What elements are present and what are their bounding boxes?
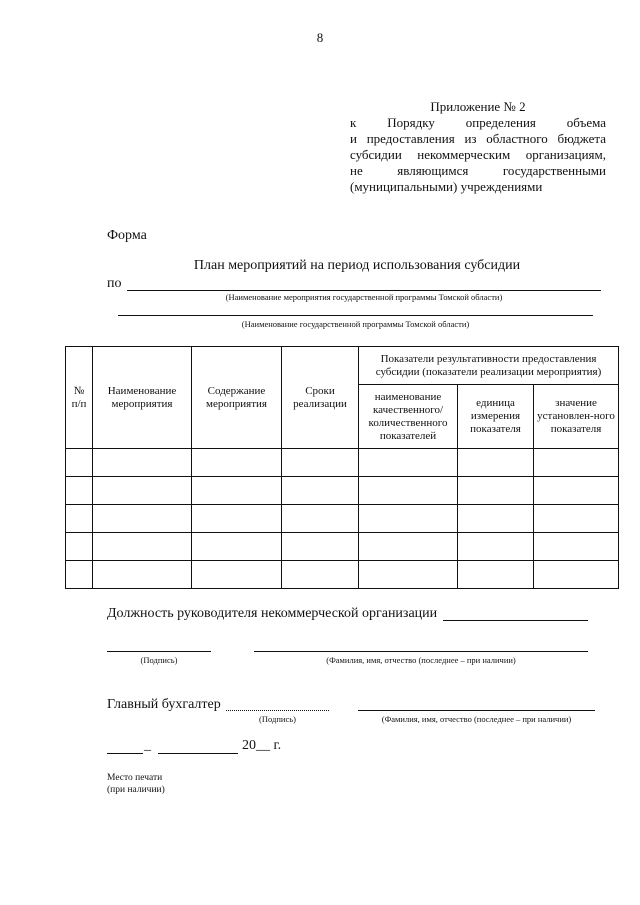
table-cell[interactable]	[282, 533, 359, 561]
table-cell[interactable]	[534, 449, 619, 477]
date-separator: _	[144, 738, 151, 753]
table-cell[interactable]	[192, 477, 282, 505]
table-cell[interactable]	[93, 477, 192, 505]
form-label: Форма	[107, 228, 147, 243]
accountant-fio-line[interactable]	[358, 710, 595, 711]
table-cell[interactable]	[458, 477, 534, 505]
date-month-line[interactable]	[158, 753, 238, 754]
table-cell[interactable]	[282, 449, 359, 477]
table-cell[interactable]	[66, 561, 93, 589]
header-indicator-name: наименование качественного/ количественного показателей	[359, 385, 458, 449]
table-cell[interactable]	[359, 449, 458, 477]
chief-accountant-label: Главный бухгалтер	[107, 697, 221, 712]
page-number: 8	[316, 30, 324, 45]
table-cell[interactable]	[359, 505, 458, 533]
header-indicators-group: Показатели результативности предоставления субсидии (показатели реализации мероприятия)	[359, 347, 619, 385]
stamp-label: Место печати	[107, 773, 163, 783]
appendix-line: (муниципальными) учреждениями	[350, 179, 543, 194]
table-cell[interactable]	[534, 533, 619, 561]
header-unit: единица измерения показателя	[458, 385, 534, 449]
appendix-title: Приложение № 2	[430, 99, 526, 114]
table-cell[interactable]	[66, 449, 93, 477]
header-event-content: Содержание мероприятия	[192, 347, 282, 449]
table-cell[interactable]	[534, 561, 619, 589]
appendix-line: не являющимся государственными	[350, 163, 606, 178]
table-cell[interactable]	[458, 533, 534, 561]
table-row	[66, 449, 619, 477]
table-cell[interactable]	[534, 505, 619, 533]
table-cell[interactable]	[534, 477, 619, 505]
appendix-line: субсидии некоммерческим организациям,	[350, 147, 606, 162]
table-cell[interactable]	[282, 505, 359, 533]
accountant-fio-caption: (Фамилия, имя, отчество (последнее – при наличии)	[381, 714, 572, 724]
accountant-signature-caption: (Подпись)	[259, 714, 296, 724]
head-signature-line[interactable]	[107, 651, 211, 652]
program-name-line[interactable]	[118, 315, 593, 316]
table-row	[66, 505, 619, 533]
header-num: № п/п	[66, 347, 93, 449]
table-row	[66, 477, 619, 505]
table-cell[interactable]	[458, 505, 534, 533]
table-cell[interactable]	[458, 449, 534, 477]
event-name-caption: (Наименование мероприятия государственной программы Томской области)	[225, 292, 503, 302]
header-event-name: Наименование мероприятия	[93, 347, 192, 449]
table-cell[interactable]	[66, 505, 93, 533]
table-cell[interactable]	[192, 505, 282, 533]
event-name-line[interactable]	[127, 290, 601, 291]
table-cell[interactable]	[93, 533, 192, 561]
program-name-caption: (Наименование государственной программы Томской области)	[241, 319, 470, 329]
appendix-line: и предоставления из областного бюджета	[350, 131, 606, 146]
header-terms: Сроки реализации	[282, 347, 359, 449]
table-row	[66, 533, 619, 561]
date-day-line[interactable]	[107, 753, 143, 754]
table-row	[66, 561, 619, 589]
plan-table	[65, 346, 619, 589]
table-cell[interactable]	[66, 533, 93, 561]
table-cell[interactable]	[192, 533, 282, 561]
table-cell[interactable]	[192, 561, 282, 589]
table-cell[interactable]	[282, 561, 359, 589]
plan-prefix: по	[107, 276, 122, 291]
plan-title: План мероприятий на период использования субсидии	[193, 258, 521, 273]
head-fio-line[interactable]	[254, 651, 588, 652]
appendix-line: к Порядку определения объема	[350, 115, 606, 130]
table-cell[interactable]	[359, 533, 458, 561]
table-cell[interactable]	[282, 477, 359, 505]
appendix-block	[350, 99, 606, 195]
table-cell[interactable]	[192, 449, 282, 477]
head-position-line[interactable]	[443, 620, 588, 621]
table-cell[interactable]	[458, 561, 534, 589]
head-position-label: Должность руководителя некоммерческой организации	[107, 606, 438, 621]
table-cell[interactable]	[93, 449, 192, 477]
accountant-signature-line[interactable]	[226, 710, 329, 711]
header-value: значение установлен-ного показателя	[534, 385, 619, 449]
table-cell[interactable]	[66, 477, 93, 505]
table-cell[interactable]	[359, 477, 458, 505]
date-year: 20__ г.	[242, 738, 282, 753]
table-cell[interactable]	[93, 561, 192, 589]
table-cell[interactable]	[93, 505, 192, 533]
stamp-note: (при наличии)	[107, 785, 165, 795]
table-cell[interactable]	[359, 561, 458, 589]
head-signature-caption: (Подпись)	[140, 655, 178, 665]
head-fio-caption: (Фамилия, имя, отчество (последнее – при наличии)	[326, 655, 516, 665]
